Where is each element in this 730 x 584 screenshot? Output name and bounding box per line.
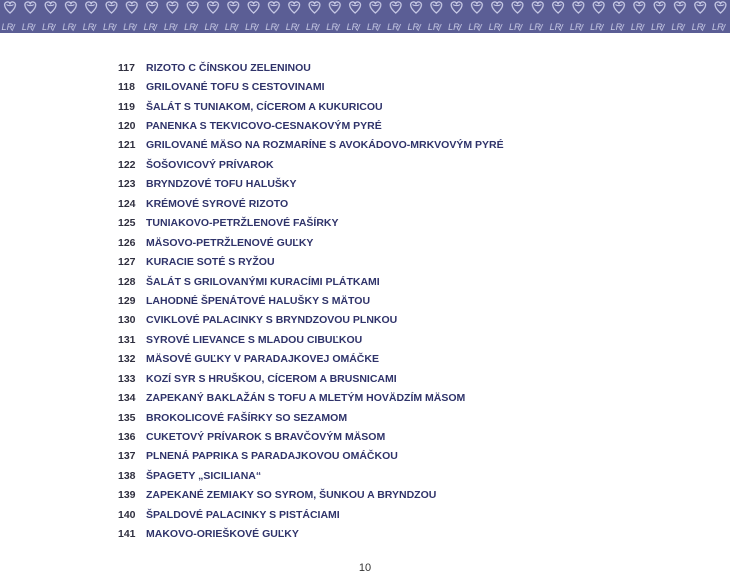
recipe-number: 119 [118, 100, 135, 113]
list-item [118, 214, 504, 233]
list-item [118, 427, 504, 446]
recipe-name: CUKETOVÝ PRÍVAROK S BRAVČOVÝM MÄSOM [146, 431, 386, 444]
list-item [118, 194, 504, 213]
list-item [118, 77, 504, 96]
list-item [118, 291, 504, 310]
list-item [118, 233, 504, 252]
recipe-name: MAKOVO-ORIEŠKOVÉ GUĽKY [146, 528, 299, 541]
recipe-number: 127 [118, 256, 136, 269]
list-item [118, 252, 504, 271]
list-item [118, 350, 504, 369]
recipe-number: 118 [118, 81, 135, 94]
recipe-name: ŠOŠOVICOVÝ PRÍVAROK [146, 158, 274, 171]
recipe-name: BRYNDZOVÉ TOFU HALUŠKY [146, 178, 297, 191]
recipe-name: GRILOVANÉ TOFU S CESTOVINAMI [146, 81, 325, 94]
recipe-number: 131 [118, 333, 136, 346]
page-number: 10 [358, 562, 372, 574]
header-banner [0, 0, 730, 33]
recipe-number: 120 [118, 120, 136, 133]
list-item [118, 505, 504, 524]
recipe-name: ZAPEKANÉ ZEMIAKY SO SYROM, ŠUNKOU A BRYNDZOU [146, 489, 437, 502]
recipe-name: ŠPAGETY „SICILIANA“ [146, 469, 262, 482]
recipe-number: 123 [118, 178, 136, 191]
list-item [118, 408, 504, 427]
list-item [118, 388, 504, 407]
recipe-number: 138 [118, 469, 136, 482]
recipe-number: 129 [118, 294, 136, 307]
recipe-name: GRILOVANÉ MÄSO NA ROZMARÍNE S AVOKÁDOVO-MRKVOVÝM PYRÉ [146, 139, 504, 152]
recipe-number: 121 [118, 139, 136, 152]
recipe-number: 117 [118, 61, 135, 74]
list-item [118, 97, 504, 116]
recipe-name: RIZOTO C ČÍNSKOU ZELENINOU [146, 61, 311, 74]
recipe-name: ZAPEKANÝ BAKLAŽÁN S TOFU A MLETÝM HOVÄDZÍM MÄSOM [146, 392, 466, 405]
list-item [118, 175, 504, 194]
recipe-number: 136 [118, 431, 136, 444]
list-item [118, 466, 504, 485]
recipe-number: 133 [118, 372, 136, 385]
list-item [118, 330, 504, 349]
recipe-number: 124 [118, 197, 136, 210]
recipe-list [118, 58, 504, 544]
recipe-name: MÄSOVO-PETRŽLENOVÉ GUĽKY [146, 236, 314, 249]
recipe-name: MÄSOVÉ GUĽKY V PARADAJKOVEJ OMÁČKE [146, 353, 379, 366]
recipe-number: 137 [118, 450, 136, 463]
recipe-number: 128 [118, 275, 136, 288]
recipe-number: 125 [118, 217, 136, 230]
recipe-name: ŠALÁT S GRILOVANÝMI KURACÍMI PLÁTKAMI [146, 275, 380, 288]
recipe-name: SYROVÉ LIEVANCE S MLADOU CIBUĽKOU [146, 333, 363, 346]
recipe-name: ŠPALDOVÉ PALACINKY S PISTÁCIAMI [146, 508, 340, 521]
recipe-name: KRÉMOVÉ SYROVÉ RIZOTO [146, 197, 289, 210]
recipe-name: BROKOLICOVÉ FAŠÍRKY SO SEZAMOM [146, 411, 348, 424]
recipe-name: TUNIAKOVO-PETRŽLENOVÉ FAŠÍRKY [146, 217, 339, 230]
banner-pattern [0, 0, 730, 33]
recipe-name: KURACIE SOTÉ S RYŽOU [146, 256, 275, 269]
recipe-name: KOZÍ SYR S HRUŠKOU, CÍCEROM A BRUSNICAMI [146, 372, 397, 385]
recipe-name: PLNENÁ PAPRIKA S PARADAJKOVOU OMÁČKOU [146, 450, 398, 463]
recipe-number: 122 [118, 158, 136, 171]
recipe-number: 140 [118, 508, 136, 521]
list-item [118, 155, 504, 174]
list-item [118, 136, 504, 155]
recipe-number: 130 [118, 314, 136, 327]
recipe-name: PANENKA S TEKVICOVO-CESNAKOVÝM PYRÉ [146, 120, 382, 133]
recipe-name: CVIKLOVÉ PALACINKY S BRYNDZOVOU PLNKOU [146, 314, 398, 327]
list-item [118, 272, 504, 291]
recipe-number: 126 [118, 236, 136, 249]
recipe-number: 135 [118, 411, 136, 424]
recipe-name: LAHODNÉ ŠPENÁTOVÉ HALUŠKY S MÄTOU [146, 294, 371, 307]
recipe-number: 132 [118, 353, 136, 366]
list-item [118, 58, 504, 77]
list-item [118, 486, 504, 505]
recipe-number: 141 [118, 528, 136, 541]
recipe-name: ŠALÁT S TUNIAKOM, CÍCEROM A KUKURICOU [146, 100, 383, 113]
list-item [118, 369, 504, 388]
recipe-number: 139 [118, 489, 136, 502]
recipe-number: 134 [118, 392, 136, 405]
list-item [118, 311, 504, 330]
list-item [118, 116, 504, 135]
list-item [118, 525, 504, 544]
list-item [118, 447, 504, 466]
